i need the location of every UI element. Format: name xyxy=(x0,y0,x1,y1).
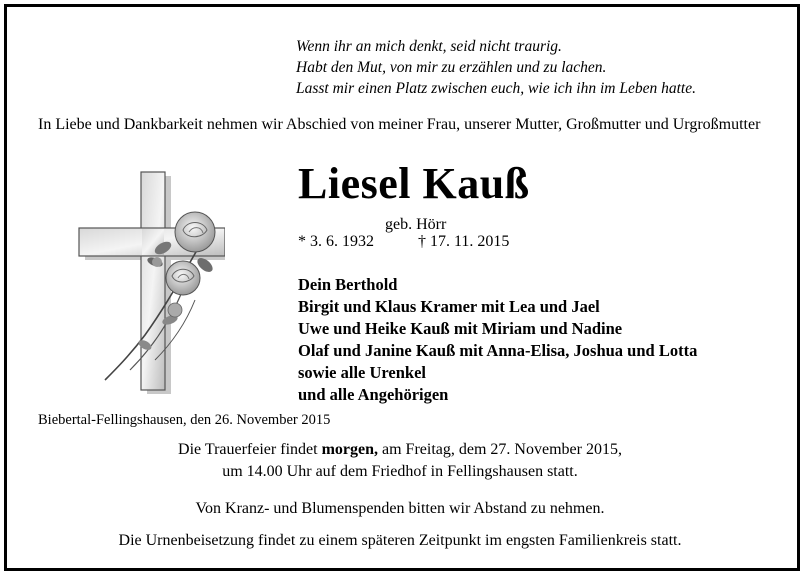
cross-with-roses-icon xyxy=(75,170,225,395)
mourner-line: Uwe und Heike Kauß mit Miriam und Nadine xyxy=(298,319,623,338)
service-line-2: um 14.00 Uhr auf dem Friedhof in Fellingshausen statt. xyxy=(222,463,578,480)
poem xyxy=(296,36,696,99)
mourners-list xyxy=(298,274,697,406)
service-text-before: Die Trauerfeier findet xyxy=(178,441,318,458)
mourner-line: Olaf und Janine Kauß mit Anna-Elisa, Joshua und Lotta xyxy=(298,341,698,360)
place-and-date: Biebertal-Fellingshausen, den 26. November 2015 xyxy=(38,412,331,428)
mourner-line: Dein Berthold xyxy=(298,275,398,294)
birth-name: geb. Hörr xyxy=(385,216,447,233)
life-dates xyxy=(298,233,509,251)
poem-line: Habt den Mut, von mir zu erzählen und zu lachen. xyxy=(296,59,607,76)
intro-text: In Liebe und Dankbarkeit nehmen wir Abschied von meiner Frau, unserer Mutter, Großmutter und Urgroßmutter xyxy=(38,116,761,133)
poem-line: Lasst mir einen Platz zwischen euch, wie ich ihn im Leben hatte. xyxy=(296,80,696,97)
urn-burial-note: Die Urnenbeisetzung findet zu einem späteren Zeitpunkt im engsten Familienkreis statt. xyxy=(118,532,682,549)
service-text-after: am Freitag, dem 27. November 2015, xyxy=(382,441,622,458)
service-line-1 xyxy=(0,439,800,461)
flowers-note: Von Kranz- und Blumenspenden bitten wir Abstand zu nehmen. xyxy=(195,500,605,517)
birth-date: * 3. 6. 1932 xyxy=(298,233,374,250)
poem-line: Wenn ihr an mich denkt, seid nicht traurig. xyxy=(296,38,562,55)
death-date: † 17. 11. 2015 xyxy=(418,233,510,250)
mourner-line: und alle Angehörigen xyxy=(298,385,449,404)
service-text-bold: morgen, xyxy=(321,441,378,458)
funeral-service-info xyxy=(0,439,800,483)
mourner-line: Birgit und Klaus Kramer mit Lea und Jael xyxy=(298,297,600,316)
mourner-line: sowie alle Urenkel xyxy=(298,363,427,382)
deceased-name: Liesel Kauß xyxy=(298,159,530,208)
cross-with-roses-icon xyxy=(75,170,225,400)
